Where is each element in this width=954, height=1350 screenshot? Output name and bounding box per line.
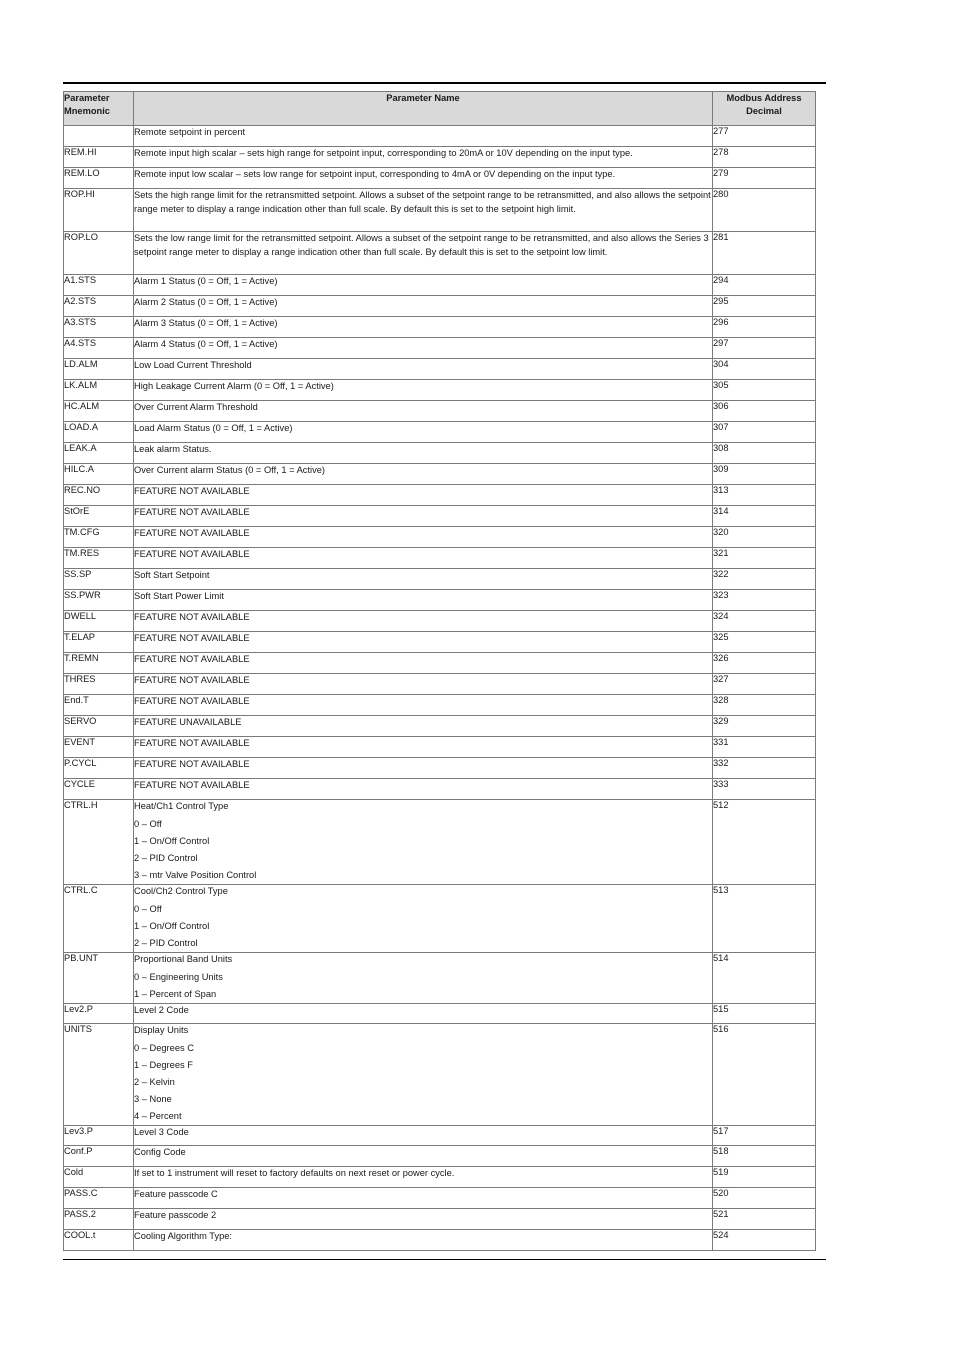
parameter-description: FEATURE NOT AVAILABLE	[134, 633, 250, 643]
modbus-address: 305	[713, 380, 816, 401]
table-row	[64, 189, 816, 232]
parameter-mnemonic: Lev2.P	[64, 1004, 134, 1024]
parameter-mnemonic: ROP.LO	[64, 232, 134, 275]
modbus-address: 520	[713, 1187, 816, 1208]
parameter-description: Over Current Alarm Threshold	[134, 402, 258, 412]
parameter-mnemonic: THRES	[64, 674, 134, 695]
parameter-description: Sets the high range limit for the retransmitted setpoint. Allows a subset of the setpoint range to be retransmitted, and also allows the setpoint range meter to display a range indication other than full scale. By default this is set to the setpoint high limit.	[134, 190, 711, 214]
parameter-mnemonic: SS.PWR	[64, 590, 134, 611]
parameter-description: Level 3 Code	[134, 1126, 189, 1137]
parameter-description: Alarm 2 Status (0 = Off, 1 = Active)	[134, 297, 278, 307]
parameter-name	[134, 1166, 713, 1187]
modbus-address: 521	[713, 1208, 816, 1229]
parameter-description: Remote input low scalar – sets low range for setpoint input, corresponding to 4mA or 0V depending on the input type.	[134, 169, 616, 179]
parameter-description: Level 2 Code	[134, 1005, 189, 1015]
modbus-address: 515	[713, 1004, 816, 1024]
modbus-address: 512	[713, 800, 816, 885]
table-row	[64, 695, 816, 716]
header-parameter-name: Parameter Name	[134, 92, 713, 126]
bottom-rule	[63, 1259, 826, 1260]
parameter-mnemonic: End.T	[64, 695, 134, 716]
parameter-description: FEATURE NOT AVAILABLE	[134, 675, 250, 685]
parameter-description: Low Load Current Threshold	[134, 360, 252, 370]
modbus-address: 308	[713, 443, 816, 464]
parameter-name	[134, 1125, 713, 1145]
parameter-description: Config Code	[134, 1146, 186, 1157]
modbus-address: 517	[713, 1125, 816, 1145]
table-row	[64, 653, 816, 674]
parameter-mnemonic: StOrE	[64, 506, 134, 527]
modbus-address: 279	[713, 168, 816, 189]
parameter-mnemonic: A2.STS	[64, 296, 134, 317]
parameter-description: FEATURE NOT AVAILABLE	[134, 780, 250, 790]
modbus-address: 309	[713, 464, 816, 485]
parameter-option: 1 – Degrees F	[134, 1059, 193, 1070]
parameter-description: Feature passcode 2	[134, 1209, 217, 1220]
modbus-address: 324	[713, 611, 816, 632]
parameter-name	[134, 695, 713, 716]
modbus-address: 326	[713, 653, 816, 674]
parameter-description: Alarm 4 Status (0 = Off, 1 = Active)	[134, 339, 278, 349]
parameter-description: Feature passcode C	[134, 1188, 218, 1199]
modbus-address: 295	[713, 296, 816, 317]
table-row	[64, 737, 816, 758]
parameter-mnemonic: HC.ALM	[64, 401, 134, 422]
parameter-description: Remote input high scalar – sets high range for setpoint input, corresponding to 20mA or 10V depending on the input type.	[134, 148, 633, 158]
parameter-name	[134, 296, 713, 317]
table-row	[64, 380, 816, 401]
parameter-description: FEATURE NOT AVAILABLE	[134, 549, 250, 559]
table-row	[64, 1166, 816, 1187]
parameter-option: 2 – PID Control	[134, 852, 198, 863]
parameter-name	[134, 359, 713, 380]
parameter-description: Soft Start Setpoint	[134, 570, 210, 580]
modbus-address: 332	[713, 758, 816, 779]
parameter-name	[134, 1004, 713, 1024]
modbus-address: 314	[713, 506, 816, 527]
parameter-mnemonic: HILC.A	[64, 464, 134, 485]
parameter-name	[134, 1187, 713, 1208]
parameter-mnemonic: T.ELAP	[64, 632, 134, 653]
parameter-description: Alarm 1 Status (0 = Off, 1 = Active)	[134, 276, 278, 286]
parameter-mnemonic: PASS.2	[64, 1208, 134, 1229]
parameter-name	[134, 189, 713, 232]
header-mnemonic-line1: Parameter	[64, 93, 110, 103]
modbus-address: 297	[713, 338, 816, 359]
modbus-address: 331	[713, 737, 816, 758]
modbus-address: 281	[713, 232, 816, 275]
parameter-name	[134, 147, 713, 168]
table-row	[64, 506, 816, 527]
parameter-table	[63, 91, 816, 1251]
modbus-address: 519	[713, 1166, 816, 1187]
parameter-mnemonic: LD.ALM	[64, 359, 134, 380]
modbus-address: 518	[713, 1145, 816, 1166]
table-row	[64, 1229, 816, 1250]
parameter-mnemonic	[64, 126, 134, 147]
parameter-description: If set to 1 instrument will reset to factory defaults on next reset or power cycle.	[134, 1167, 455, 1178]
parameter-description: Cool/Ch2 Control Type	[134, 886, 228, 896]
parameter-name	[134, 232, 713, 275]
parameter-mnemonic: TM.RES	[64, 548, 134, 569]
table-row	[64, 885, 816, 953]
modbus-address: 333	[713, 779, 816, 800]
parameter-name	[134, 485, 713, 506]
table-row	[64, 1187, 816, 1208]
parameter-description: FEATURE NOT AVAILABLE	[134, 507, 250, 517]
parameter-mnemonic: LEAK.A	[64, 443, 134, 464]
parameter-mnemonic: CYCLE	[64, 779, 134, 800]
modbus-address: 321	[713, 548, 816, 569]
modbus-address: 304	[713, 359, 816, 380]
modbus-address: 307	[713, 422, 816, 443]
parameter-description: Cooling Algorithm Type:	[134, 1230, 233, 1241]
table-row	[64, 422, 816, 443]
parameter-name	[134, 758, 713, 779]
top-rule	[63, 82, 826, 84]
parameter-description: FEATURE NOT AVAILABLE	[134, 528, 250, 538]
table-row	[64, 800, 816, 885]
table-row	[64, 401, 816, 422]
table-row	[64, 758, 816, 779]
modbus-address: 516	[713, 1024, 816, 1126]
table-row	[64, 232, 816, 275]
parameter-name	[134, 716, 713, 737]
table-row	[64, 296, 816, 317]
parameter-name	[134, 338, 713, 359]
table-row	[64, 1024, 816, 1126]
parameter-name	[134, 422, 713, 443]
parameter-name	[134, 401, 713, 422]
parameter-mnemonic: SS.SP	[64, 569, 134, 590]
parameter-description: Sets the low range limit for the retransmitted setpoint. Allows a subset of the setpoint range to be retransmitted, and also allows the Series 3 setpoint range meter to display a range indication other than full scale. By default this is set to the setpoint low limit.	[134, 233, 709, 257]
parameter-name	[134, 779, 713, 800]
parameter-mnemonic: CTRL.H	[64, 800, 134, 885]
parameter-name	[134, 611, 713, 632]
modbus-address: 280	[713, 189, 816, 232]
parameter-name	[134, 380, 713, 401]
parameter-name	[134, 506, 713, 527]
parameter-mnemonic: PB.UNT	[64, 953, 134, 1004]
parameter-name	[134, 569, 713, 590]
parameter-description: Leak alarm Status.	[134, 444, 212, 454]
parameter-description: FEATURE NOT AVAILABLE	[134, 696, 250, 706]
parameter-name	[134, 1208, 713, 1229]
parameter-name	[134, 527, 713, 548]
header-mnemonic-line2: Mnemonic	[64, 106, 110, 116]
parameter-description: High Leakage Current Alarm (0 = Off, 1 = Active)	[134, 381, 334, 391]
parameter-mnemonic: Lev3.P	[64, 1125, 134, 1145]
header-mnemonic	[64, 92, 134, 126]
parameter-option: 0 – Off	[134, 818, 162, 829]
parameter-option: 0 – Degrees C	[134, 1042, 194, 1053]
table-row	[64, 317, 816, 338]
parameter-mnemonic: P.CYCL	[64, 758, 134, 779]
modbus-address: 320	[713, 527, 816, 548]
parameter-mnemonic: CTRL.C	[64, 885, 134, 953]
parameter-description: FEATURE NOT AVAILABLE	[134, 738, 250, 748]
table-row	[64, 168, 816, 189]
modbus-address: 323	[713, 590, 816, 611]
parameter-mnemonic: SERVO	[64, 716, 134, 737]
table-row	[64, 590, 816, 611]
table-body	[64, 126, 816, 1251]
parameter-name	[134, 1145, 713, 1166]
parameter-mnemonic: LK.ALM	[64, 380, 134, 401]
parameter-mnemonic: PASS.C	[64, 1187, 134, 1208]
parameter-description: Proportional Band Units	[134, 954, 233, 964]
modbus-address: 327	[713, 674, 816, 695]
parameter-name	[134, 464, 713, 485]
header-address-line2: Decimal	[746, 106, 782, 116]
parameter-mnemonic: DWELL	[64, 611, 134, 632]
parameter-mnemonic: EVENT	[64, 737, 134, 758]
table-row	[64, 1125, 816, 1145]
modbus-address: 294	[713, 275, 816, 296]
table-row	[64, 1208, 816, 1229]
parameter-mnemonic: TM.CFG	[64, 527, 134, 548]
table-row	[64, 275, 816, 296]
table-row	[64, 126, 816, 147]
parameter-name	[134, 885, 713, 953]
parameter-mnemonic: UNITS	[64, 1024, 134, 1126]
modbus-address: 296	[713, 317, 816, 338]
modbus-address: 322	[713, 569, 816, 590]
parameter-description: Over Current alarm Status (0 = Off, 1 = Active)	[134, 465, 326, 475]
parameter-name	[134, 632, 713, 653]
parameter-name	[134, 1229, 713, 1250]
modbus-address: 278	[713, 147, 816, 168]
parameter-name	[134, 275, 713, 296]
parameter-option: 1 – On/Off Control	[134, 835, 210, 846]
parameter-name	[134, 953, 713, 1004]
parameter-name	[134, 590, 713, 611]
parameter-description: Display Units	[134, 1025, 189, 1035]
modbus-address: 514	[713, 953, 816, 1004]
parameter-name	[134, 126, 713, 147]
parameter-description: FEATURE NOT AVAILABLE	[134, 486, 250, 496]
parameter-name	[134, 653, 713, 674]
table-row	[64, 338, 816, 359]
parameter-option: 2 – Kelvin	[134, 1076, 175, 1087]
table-row	[64, 953, 816, 1004]
table-row	[64, 527, 816, 548]
table-row	[64, 569, 816, 590]
header-modbus-address	[713, 92, 816, 126]
parameter-description: Alarm 3 Status (0 = Off, 1 = Active)	[134, 318, 278, 328]
parameter-mnemonic: Cold	[64, 1166, 134, 1187]
modbus-address: 306	[713, 401, 816, 422]
parameter-name	[134, 317, 713, 338]
table-header-row	[64, 92, 816, 126]
parameter-mnemonic: LOAD.A	[64, 422, 134, 443]
header-address-line1: Modbus Address	[726, 93, 802, 103]
parameter-option: 1 – Percent of Span	[134, 988, 217, 999]
parameter-mnemonic: COOL.t	[64, 1229, 134, 1250]
table-row	[64, 611, 816, 632]
parameter-option: 1 – On/Off Control	[134, 920, 210, 931]
parameter-mnemonic: A1.STS	[64, 275, 134, 296]
parameter-mnemonic: A4.STS	[64, 338, 134, 359]
parameter-name	[134, 674, 713, 695]
parameter-description: FEATURE NOT AVAILABLE	[134, 759, 250, 769]
parameter-description: FEATURE UNAVAILABLE	[134, 717, 242, 727]
modbus-address: 329	[713, 716, 816, 737]
parameter-description: FEATURE NOT AVAILABLE	[134, 612, 250, 622]
table-row	[64, 779, 816, 800]
table-row	[64, 443, 816, 464]
parameter-name	[134, 1024, 713, 1126]
table-row	[64, 1145, 816, 1166]
parameter-option: 2 – PID Control	[134, 937, 198, 948]
table-row	[64, 716, 816, 737]
parameter-name	[134, 443, 713, 464]
parameter-mnemonic: T.REMN	[64, 653, 134, 674]
table-row	[64, 147, 816, 168]
table-row	[64, 359, 816, 380]
parameter-description: FEATURE NOT AVAILABLE	[134, 654, 250, 664]
table-row	[64, 1004, 816, 1024]
parameter-mnemonic: Conf.P	[64, 1145, 134, 1166]
modbus-address: 277	[713, 126, 816, 147]
parameter-description: Remote setpoint in percent	[134, 127, 246, 137]
parameter-option: 3 – None	[134, 1093, 172, 1104]
table-row	[64, 674, 816, 695]
parameter-description: Soft Start Power Limit	[134, 591, 224, 601]
parameter-mnemonic: A3.STS	[64, 317, 134, 338]
modbus-address: 513	[713, 885, 816, 953]
modbus-address: 524	[713, 1229, 816, 1250]
parameter-name	[134, 737, 713, 758]
table-row	[64, 548, 816, 569]
parameter-mnemonic: REM.LO	[64, 168, 134, 189]
parameter-description: Load Alarm Status (0 = Off, 1 = Active)	[134, 423, 293, 433]
parameter-name	[134, 548, 713, 569]
parameter-name	[134, 168, 713, 189]
parameter-mnemonic: ROP.HI	[64, 189, 134, 232]
parameter-option: 3 – mtr Valve Position Control	[134, 869, 257, 880]
modbus-address: 325	[713, 632, 816, 653]
parameter-option: 4 – Percent	[134, 1110, 182, 1121]
table-row	[64, 632, 816, 653]
table-row	[64, 464, 816, 485]
parameter-description: Heat/Ch1 Control Type	[134, 801, 229, 811]
modbus-address: 313	[713, 485, 816, 506]
table-row	[64, 485, 816, 506]
parameter-mnemonic: REC.NO	[64, 485, 134, 506]
parameter-option: 0 – Off	[134, 903, 162, 914]
parameter-name	[134, 800, 713, 885]
parameter-mnemonic: REM.HI	[64, 147, 134, 168]
parameter-option: 0 – Engineering Units	[134, 971, 223, 982]
modbus-address: 328	[713, 695, 816, 716]
